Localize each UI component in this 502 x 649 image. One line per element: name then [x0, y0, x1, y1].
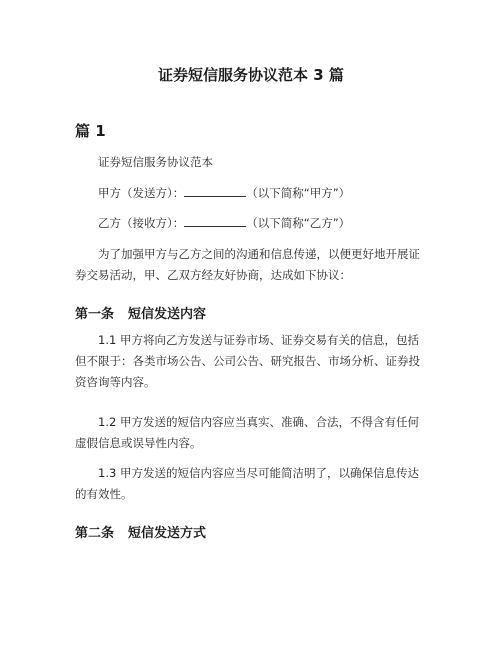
clause-1-2: 1.2 甲方发送的短信内容应当真实、准确、合法，不得含有任何虚假信息或误导性内容。 [75, 415, 419, 450]
section-2-heading [75, 522, 206, 541]
party-a-line [75, 183, 428, 204]
clause-1-3: 1.3 甲方发送的短信内容应当尽可能简洁明了，以确保信息传达的有效性。 [75, 466, 419, 501]
preamble: 为了加强甲方与乙方之间的沟通和信息传递，以便更好地开展证券交易活动，甲、乙双方经友好协商，达成如下协议： [75, 247, 420, 282]
section-2-title: 短信发送方式 [128, 526, 207, 541]
party-b-prefix: 乙方（接收方）： [98, 216, 185, 230]
section-1-heading [75, 303, 206, 322]
party-a-prefix: 甲方（发送方）： [98, 186, 185, 200]
party-a-blank [184, 184, 246, 197]
party-b-line [75, 213, 428, 234]
section-1-number: 第一条 [75, 307, 115, 322]
party-b-blank [184, 214, 246, 227]
part-heading: 篇 1 [75, 122, 106, 140]
party-b-suffix: （以下简称“乙方”） [246, 216, 351, 230]
section-1-title: 短信发送内容 [128, 307, 207, 322]
party-a-suffix: （以下简称“甲方”） [246, 186, 351, 200]
section-2-number: 第二条 [75, 526, 115, 541]
document-subtitle: 证券短信服务协议范本 [98, 155, 213, 169]
document-title: 证券短信服务协议范本 3 篇 [158, 66, 344, 84]
clause-1-1: 1.1 甲方将向乙方发送与证券市场、证券交易有关的信息，包括但不限于：各类市场公告、公司公告、研究报告、市场分析、证券投资咨询等内容。 [75, 333, 420, 389]
